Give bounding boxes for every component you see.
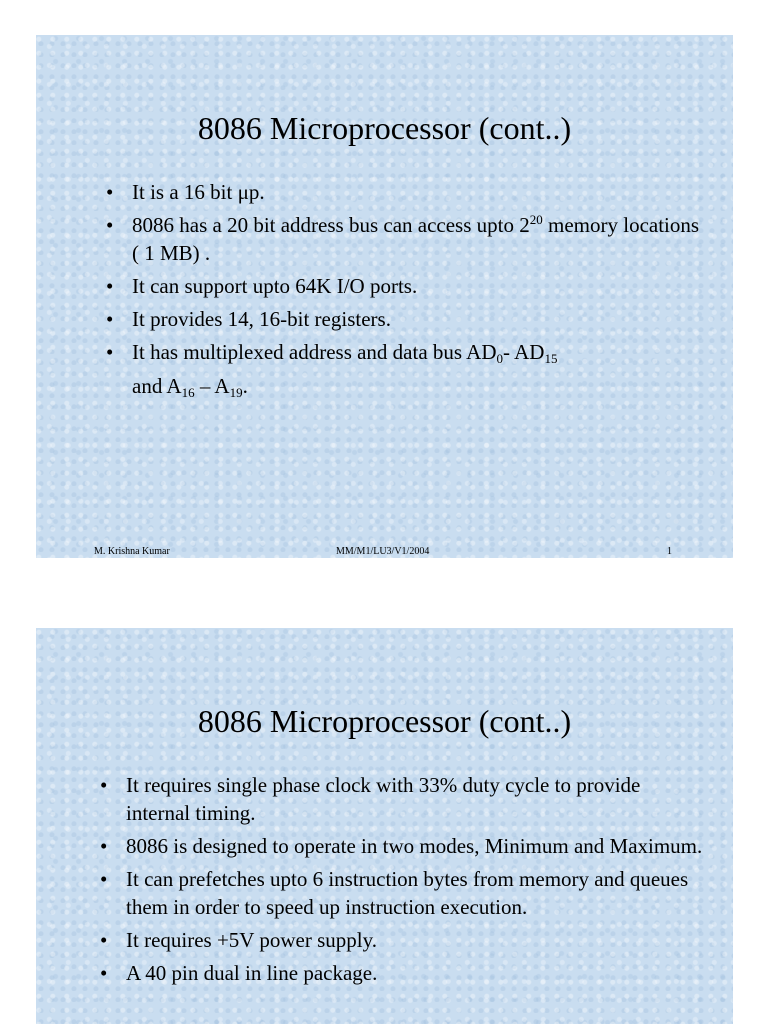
bullet-text: A 40 pin dual in line package. [126, 961, 378, 985]
bullet-text: It requires +5V power supply. [126, 928, 377, 952]
bullet-item [104, 178, 704, 206]
bullet-list [104, 178, 704, 405]
bullet-item [104, 305, 704, 333]
footer-page-number: 1 [667, 546, 672, 557]
bullet-dot-icon: • [106, 307, 114, 331]
bullet-list [98, 771, 708, 992]
bullet-dot-icon: • [106, 180, 114, 204]
bullet-item [98, 926, 708, 954]
subscript: 0 [496, 351, 504, 366]
subscript: 15 [544, 351, 558, 366]
bullet-item [98, 865, 708, 921]
bullet-text: 8086 has a 20 bit address bus can access upto 2 [132, 213, 530, 237]
bullet-text: and A [132, 374, 182, 398]
superscript: 20 [529, 212, 543, 227]
slide-title: 8086 Microprocessor (cont..) [197, 703, 572, 739]
bullet-dot-icon: • [106, 340, 114, 364]
bullet-item [98, 959, 708, 987]
bullet-text: . [242, 374, 248, 398]
bullet-dot-icon: • [100, 961, 108, 985]
bullet-dot-icon: • [100, 834, 108, 858]
bullet-item [98, 771, 708, 827]
bullet-dot-icon: • [100, 773, 108, 797]
bullet-dot-icon: • [100, 867, 108, 891]
bullet-text: 8086 is designed to operate in two modes, Minimum and Maximum. [126, 834, 703, 858]
bullet-text: memory locations ( 1 MB) . [132, 213, 700, 265]
bullet-item [98, 832, 708, 860]
bullet-text: - AD [503, 340, 545, 364]
bullet-text: It requires single phase clock with 33% duty cycle to provide internal timing. [126, 773, 641, 825]
bullet-text: – A [194, 374, 230, 398]
subscript: 19 [229, 385, 243, 400]
bullet-item [104, 338, 704, 400]
bullet-dot-icon: • [106, 213, 114, 237]
slide-title: 8086 Microprocessor (cont..) [197, 110, 572, 146]
footer-code: MM/M1/LU3/V1/2004 [336, 546, 430, 557]
footer-author: M. Krishna Kumar [94, 546, 170, 557]
bullet-item [104, 211, 704, 267]
bullet-item [104, 272, 704, 300]
bullet-dot-icon: • [100, 928, 108, 952]
bullet-text: It is a 16 bit μp. [132, 180, 265, 204]
bullet-text: It has multiplexed address and data bus AD [132, 340, 497, 364]
slide-2 [36, 628, 733, 1024]
subscript: 16 [181, 385, 195, 400]
bullet-text: It provides 14, 16-bit registers. [132, 307, 391, 331]
slide-1 [36, 35, 733, 558]
bullet-text: It can prefetches upto 6 instruction bytes from memory and queues them in order to speed up instruction execution. [126, 867, 689, 919]
bullet-text: It can support upto 64K I/O ports. [132, 274, 418, 298]
bullet-dot-icon: • [106, 274, 114, 298]
